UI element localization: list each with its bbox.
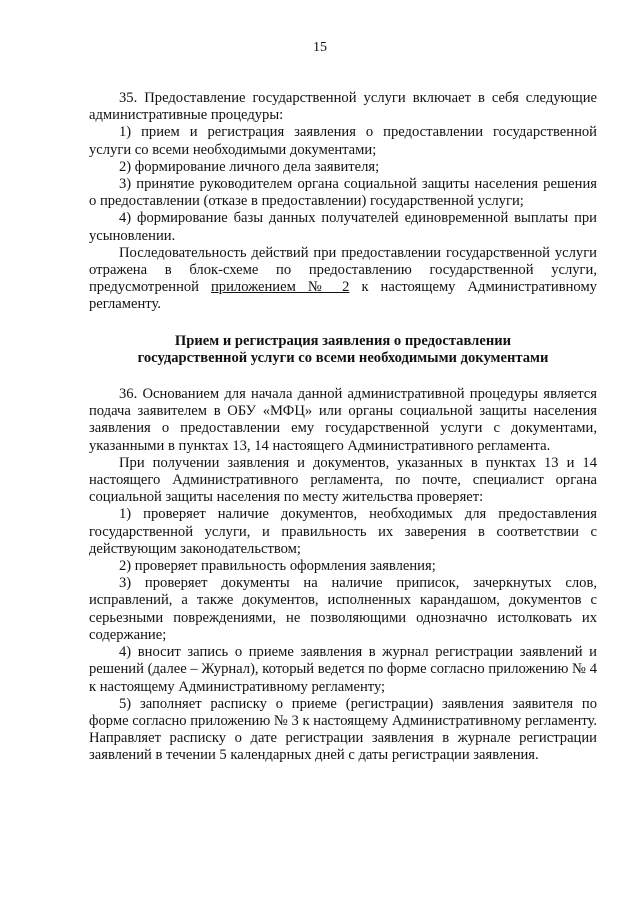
sequence-text-before: Последовательность действий при предоставлении государственной услуги отражена в блок-схеме по предоставлению государственной услуги, предусмотренной — [89, 244, 597, 296]
appendix-2-link[interactable]: приложением № 2 — [211, 279, 350, 296]
paragraph-36: 36. Основанием для начала данной административной процедуры является подача заявителем в ОБУ «МФЦ» или органы социальной защиты населения заявления о предоставлении ему государственной услуги с документами, указанными в пунктах 13, 14 настоящего Административного регламента. — [89, 386, 597, 454]
sequence-text-after: к настоящему Административному регламенту. — [89, 279, 597, 313]
list-item-1: 1) прием и регистрация заявления о предоставлении государственной услуги со всеми необходимыми документами; — [89, 124, 597, 158]
list-item-4: 4) формирование базы данных получателей единовременной выплаты при усыновлении. — [89, 210, 597, 244]
check-item-3: 3) проверяет документы на наличие приписок, зачеркнутых слов, исправлений, а также документов, исполненных карандашом, документов с серьезными повреждениями, не позволяющими однозначно истолковать их содержание; — [89, 575, 597, 643]
section-heading-line-2: государственной услуги со всеми необходимыми документами — [137, 349, 549, 366]
check-item-1: 1) проверяет наличие документов, необходимых для предоставления государственной услуги, и правильность их заверения в соответствии с действующим законодательством; — [89, 506, 597, 557]
section-heading-line-1: Прием и регистрация заявления о предоставлении — [174, 332, 512, 349]
list-item-2: 2) формирование личного дела заявителя; — [119, 158, 380, 175]
sequence-paragraph — [89, 245, 597, 314]
list-item-3: 3) принятие руководителем органа социальной защиты населения решения о предоставлении (отказе в предоставлении) государственной услуги; — [89, 176, 597, 210]
check-item-2: 2) проверяет правильность оформления заявления; — [119, 558, 436, 575]
paragraph-mail-check: При получении заявления и документов, указанных в пунктах 13 и 14 настоящего Административного регламента, по почте, специалист органа социальной защиты населения по месту жительства проверяет: — [89, 454, 597, 506]
page-number: 15 — [313, 40, 327, 55]
section-heading — [89, 333, 597, 367]
check-item-4: 4) вносит запись о приеме заявления в журнал регистрации заявлений и решений (далее – Журнал), который ведется по форме согласно приложению № 4 к настоящему Административному регламенту; — [89, 644, 597, 695]
document-body — [89, 90, 597, 765]
check-item-5: 5) заполняет расписку о приеме (регистрации) заявления заявителя по форме согласно приложению № 3 к настоящему Административному регламенту. Направляет расписку о дате регистрации заявления в журнале регистрации заявлений в течении 5 календарных дней с даты регистрации заявления. — [89, 695, 597, 764]
paragraph-35: 35. Предоставление государственной услуги включает в себя следующие административные процедуры: — [89, 90, 597, 124]
